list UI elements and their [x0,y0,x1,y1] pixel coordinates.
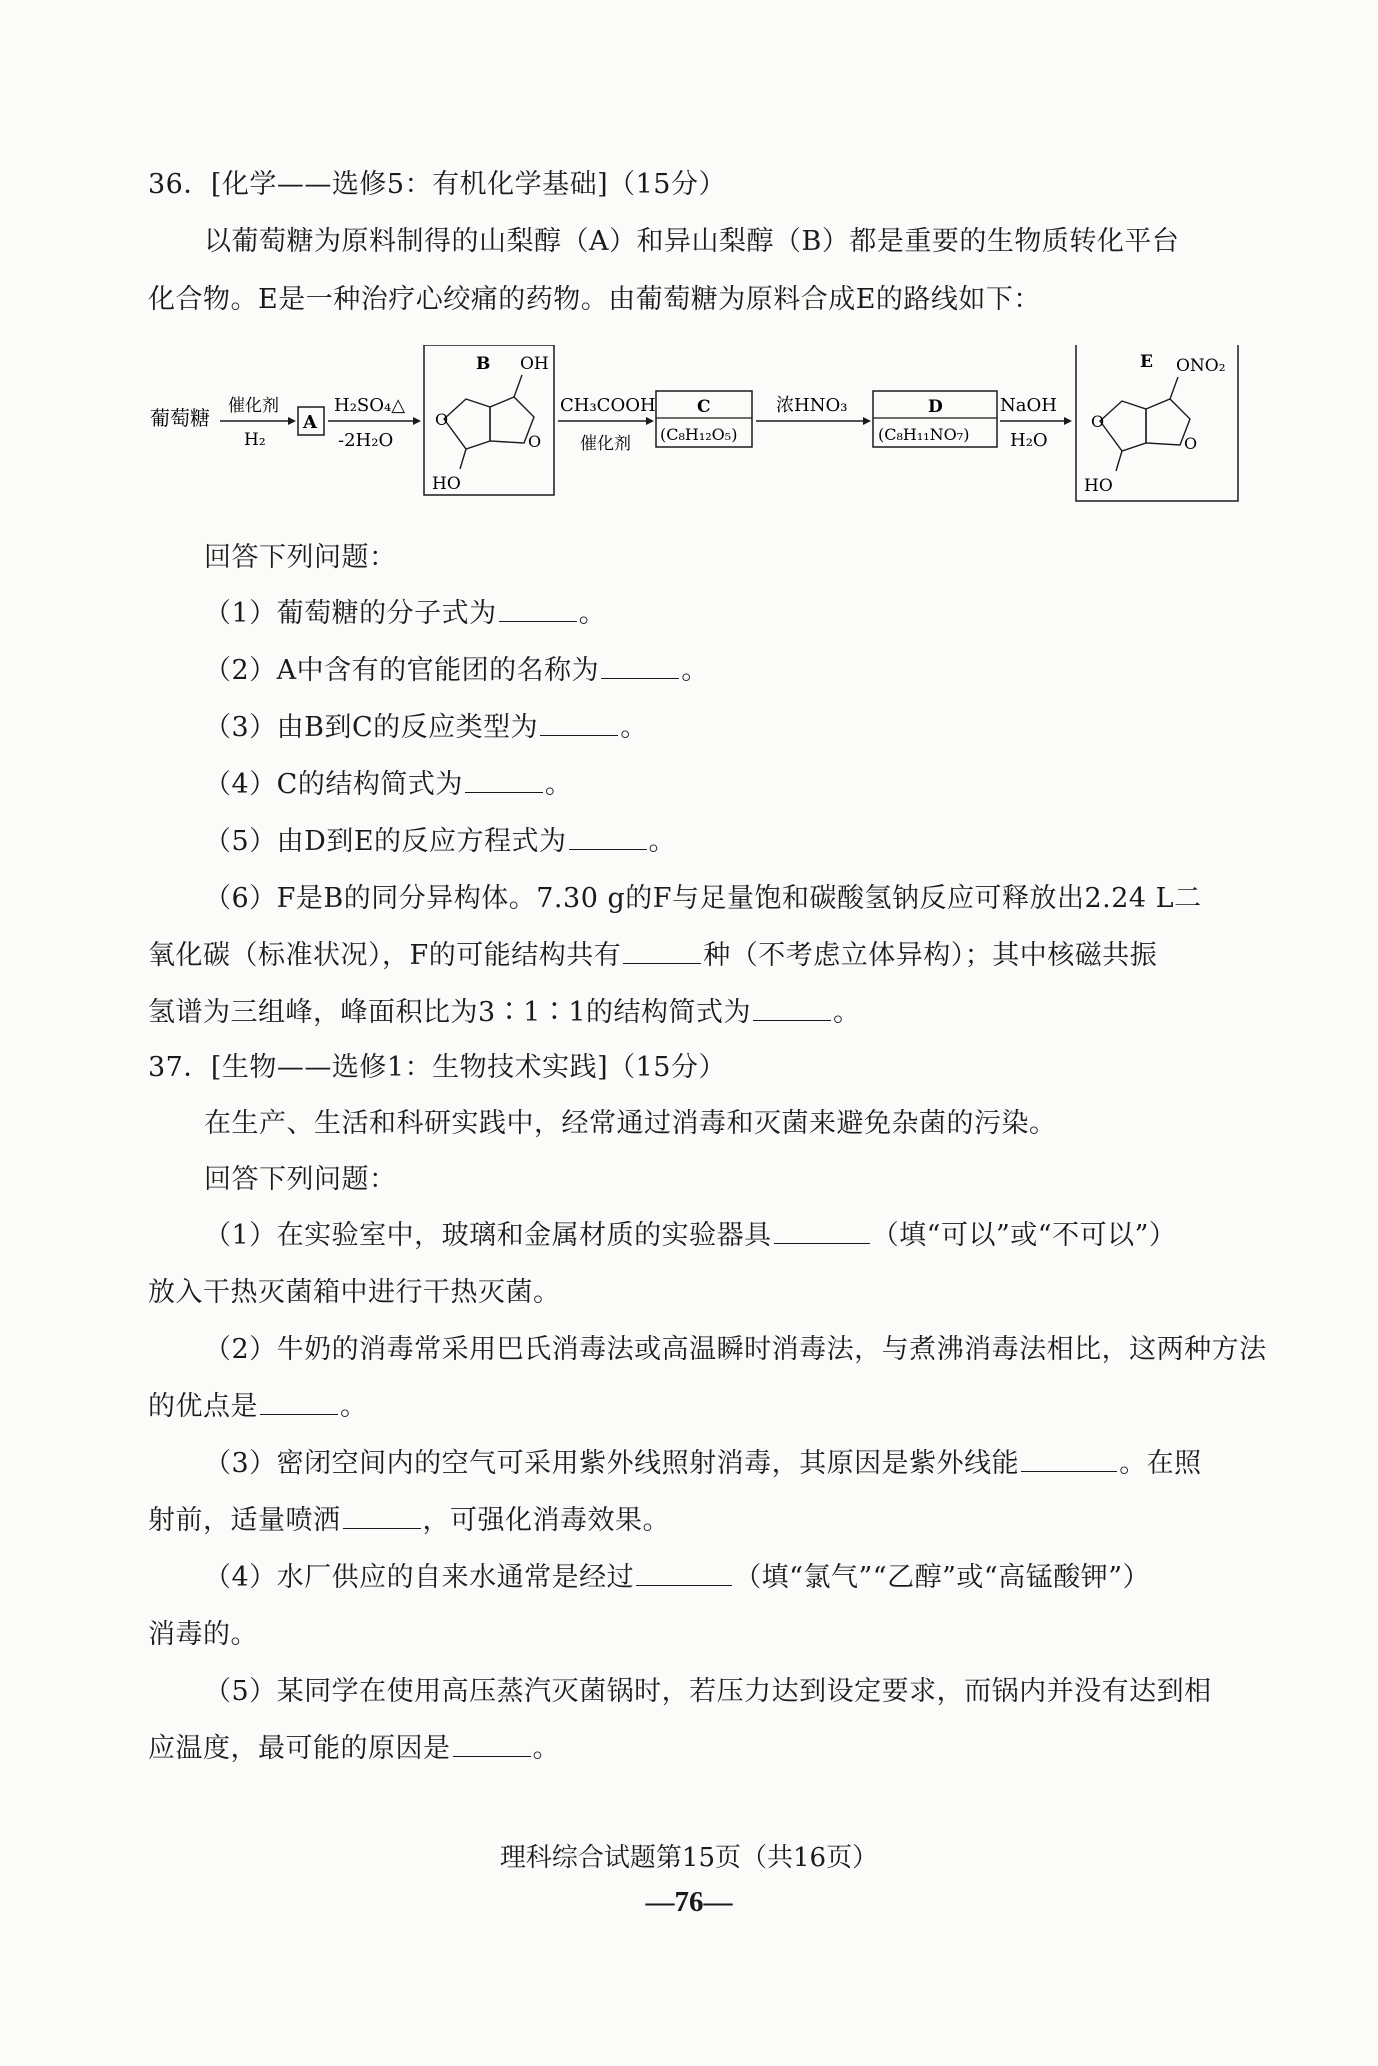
q37-item-3-text: （3）密闭空间内的空气可采用紫外线照射消毒，其原因是紫外线能 [204,1448,1020,1479]
q36-item-4-text: （4）C的结构简式为 [204,769,463,800]
q37-item-1-text: （1）在实验室中，玻璃和金属材质的实验器具 [204,1220,772,1251]
q36-item-3 [204,708,648,748]
answer-blank[interactable] [453,1730,531,1757]
page-number: —76— [645,1886,733,1918]
compound-e-ring-o-left: O [1091,412,1105,431]
q37-item-1-line1 [204,1216,1176,1256]
scheme-start-label: 葡萄糖 [150,406,210,430]
q36-item-1-text: （1）葡萄糖的分子式为 [204,598,497,629]
q36-item-3-text: （3）由B到C的反应类型为 [204,712,539,743]
synthesis-route-diagram [148,345,1248,520]
scheme-step5-top: NaOH [1000,395,1057,416]
q36-item-6-line2 [148,936,1157,976]
answer-blank[interactable] [753,994,831,1021]
q36-item-5-end: 。 [648,826,677,857]
q36-item-6-line1: （6）F是B的同分异构体。7.30 g的F与足量饱和碳酸氢钠反应可释放出2.24 L二 [204,883,1202,914]
q36-item-1-end: 。 [578,598,607,629]
q36-item-6-text: 氧化碳（标准状况），F的可能结构共有 [148,940,622,971]
answer-blank[interactable] [343,1502,421,1529]
q37-item-5-text: 应温度，最可能的原因是 [148,1733,451,1764]
q36-item-6-end: 。 [833,997,861,1028]
page-footer-info: 理科综合试题第15页（共16页） [499,1843,879,1873]
compound-b-oh-top: OH [520,354,549,374]
scheme-step4-top: 浓HNO₃ [776,395,848,416]
q37-item-3-text-cont: 。在照 [1119,1448,1202,1479]
scheme-step3-top: CH₃COOH [560,395,656,416]
compound-e-ono2: ONO₂ [1176,356,1226,376]
answer-blank[interactable] [601,652,679,679]
q36-item-2-text: （2）A中含有的官能团的名称为 [204,655,600,686]
q37-item-5-line1: （5）某同学在使用高压蒸汽灭菌锅时，若压力达到设定要求，而锅内并没有达到相 [204,1676,1212,1707]
q37-item-3-line1 [204,1444,1202,1484]
scheme-step1-top: 催化剂 [228,396,279,416]
q36-item-5-text: （5）由D到E的反应方程式为 [204,826,567,857]
scheme-step5-bottom: H₂O [1010,430,1048,451]
q36-item-4-end: 。 [544,769,573,800]
scheme-step1-bottom: H₂ [244,430,266,450]
q37-item-2-line1: （2）牛奶的消毒常采用巴氏消毒法或高温瞬时消毒法，与煮沸消毒法相比，这两种方法 [204,1334,1267,1365]
q37-item-3-line2 [148,1501,670,1541]
q37-item-4-line1 [204,1558,1150,1598]
compound-b-ring-o-left: O [435,410,449,429]
q37-item-4-text-cont: （填“氯气”“乙醇”或“高锰酸钾”） [734,1562,1151,1593]
q37-item-2-end: 。 [340,1391,368,1422]
q36-item-3-end: 。 [620,712,648,743]
answer-blank[interactable] [636,1559,732,1586]
q36-item-4 [204,765,572,805]
q37-item-3-end: ，可强化消毒效果。 [422,1505,670,1536]
compound-c-formula: (C₈H₁₂O₅) [660,425,738,444]
q37-prompt: 回答下列问题： [204,1164,397,1195]
q36-intro-line2: 化合物。E是一种治疗心绞痛的药物。由葡萄糖为原料合成E的路线如下： [148,284,1041,315]
compound-c-label: C [697,397,711,417]
compound-e-structure [1100,377,1190,471]
answer-blank[interactable] [540,709,618,736]
compound-d-formula: (C₈H₁₁NO₇) [878,425,970,444]
scheme-step2-bottom: -2H₂O [338,430,394,451]
answer-blank[interactable] [623,937,701,964]
q37-header: 37．[生物——选修1：生物技术实践]（15分） [148,1052,726,1083]
compound-b-structure [444,375,534,469]
q37-intro: 在生产、生活和科研实践中，经常通过消毒和灭菌来避免杂菌的污染。 [204,1108,1057,1139]
answer-blank[interactable] [569,823,647,850]
q36-item-2-end: 。 [681,655,709,686]
q37-item-1-text-cont: （填“可以”或“不可以”） [871,1220,1177,1251]
q36-item-2 [204,651,709,691]
scheme-step3-bottom: 催化剂 [580,434,631,454]
answer-blank[interactable] [1021,1445,1117,1472]
compound-b-ring-o-right: O [528,432,542,451]
q36-item-6-text-2: 氢谱为三组峰，峰面积比为3∶1∶1的结构简式为 [148,997,752,1028]
q37-item-4-line2: 消毒的。 [148,1619,258,1650]
compound-a-label: A [303,412,317,433]
q36-prompt: 回答下列问题： [204,542,397,573]
q37-item-2-text: 的优点是 [148,1391,258,1422]
scheme-step2-top: H₂SO₄△ [334,395,406,416]
q36-item-1 [204,594,606,634]
compound-e-label: E [1140,352,1153,372]
compound-b-label: B [476,354,491,374]
q36-item-6-text-cont: 种（不考虑立体异构）；其中核磁共振 [703,940,1158,971]
compound-b-oh-bottom: HO [432,474,461,494]
answer-blank[interactable] [499,595,577,622]
q36-item-5 [204,822,676,862]
q37-item-4-text: （4）水厂供应的自来水通常是经过 [204,1562,635,1593]
q37-item-5-end: 。 [532,1733,560,1764]
q37-item-1-line2: 放入干热灭菌箱中进行干热灭菌。 [148,1277,561,1308]
compound-e-oh: HO [1084,476,1113,496]
q37-item-3-text-2: 射前，适量喷洒 [148,1505,341,1536]
compound-e-ring-o-right: O [1184,434,1198,453]
compound-d-label: D [928,397,943,417]
answer-blank[interactable] [260,1388,338,1415]
answer-blank[interactable] [465,766,543,793]
q36-item-6-line3 [148,993,861,1033]
q37-item-5-line2 [148,1729,560,1769]
q36-header: 36．[化学——选修5：有机化学基础]（15分） [148,169,726,200]
q36-intro-line1: 以葡萄糖为原料制得的山梨醇（A）和异山梨醇（B）都是重要的生物质转化平台 [204,226,1180,257]
answer-blank[interactable] [774,1217,870,1244]
q37-item-2-line2 [148,1387,368,1427]
